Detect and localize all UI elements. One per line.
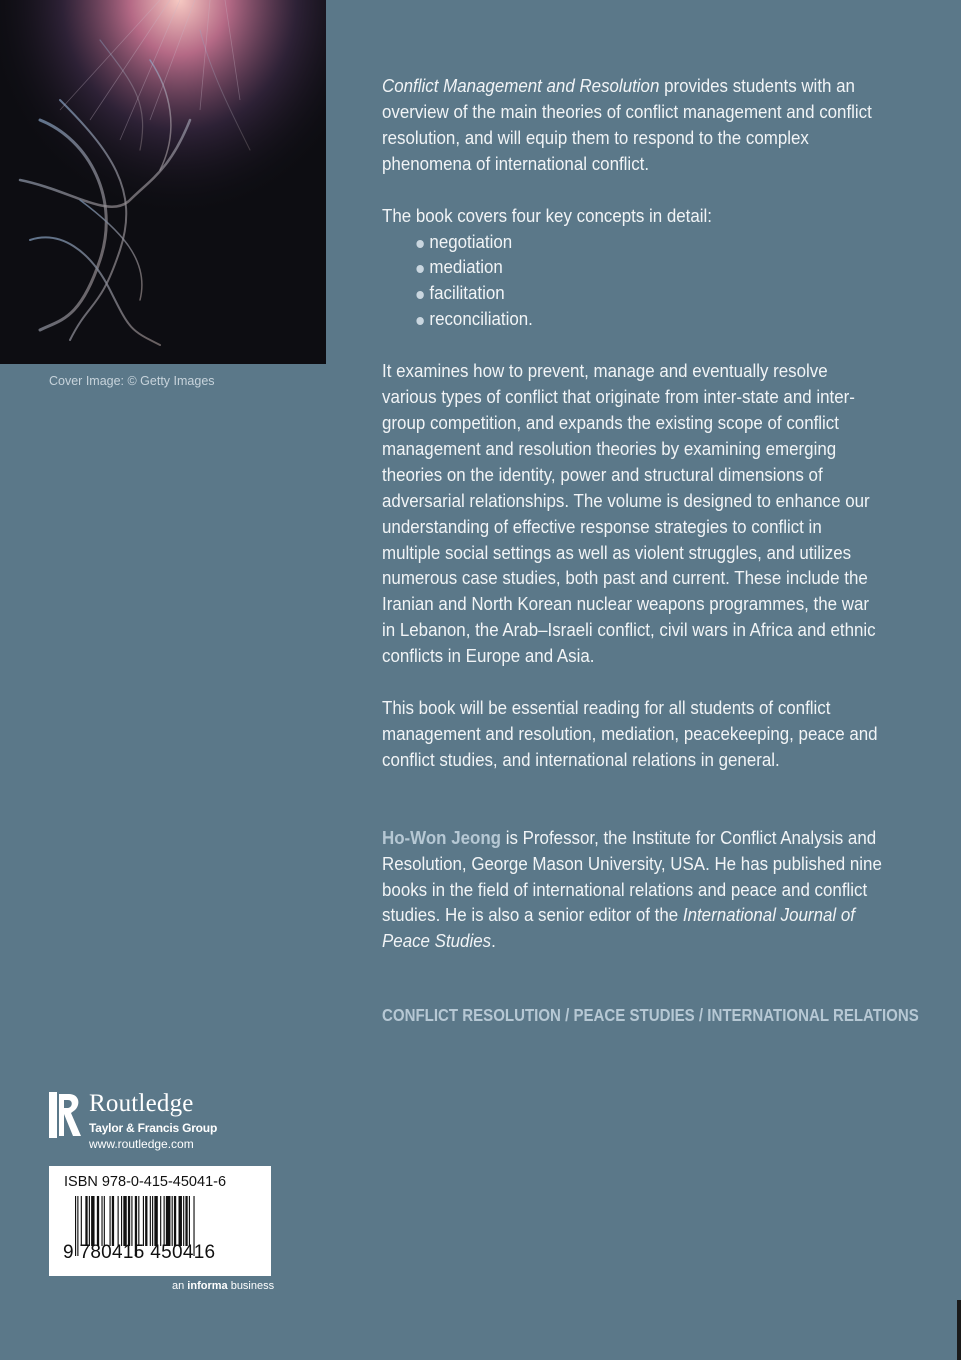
barcode-bar — [97, 1196, 99, 1246]
list-item: facilitation — [415, 281, 884, 307]
barcode-bar — [123, 1196, 126, 1246]
barcode-bar — [89, 1196, 90, 1246]
back-cover-text — [382, 74, 884, 981]
intro-paragraph — [382, 74, 884, 178]
author-bio — [382, 826, 884, 956]
tagline-suffix: business — [227, 1280, 275, 1292]
cover-image-caption: Cover Image: © Getty Images — [49, 374, 215, 388]
publisher-logo — [49, 1090, 249, 1152]
barcode-bar — [112, 1196, 114, 1246]
examines-paragraph: It examines how to prevent, manage and eventually resolve various types of conflict that originate from inter-state and inter-group competition, and expands the existing scope of conflict management and resolution theories by examining emerging theories on the identity, power and structural dimensions of adversarial relationships. The volume is designed to enhance our understanding of effective response strategies to conflict in multiple social settings as well as violent struggles, and utilizes numerous case studies, both past and current. These include the Iranian and North Korean nuclear weapons programmes, the war in Lebanon, the Arab–Israeli conflict, civil wars in Africa and ethnic conflicts in Europe and Asia. — [382, 361, 876, 667]
barcode-bar — [131, 1196, 132, 1246]
barcode-bar — [128, 1196, 130, 1246]
edge-mark — [957, 1300, 961, 1360]
list-item: reconciliation. — [415, 307, 884, 333]
audience-paragraph: This book will be essential reading for all students of conflict management and resolution, mediation, peacekeeping, peace and conflict studies, and international relations in general. — [382, 698, 878, 770]
concepts-list — [382, 230, 884, 334]
routledge-mark-icon — [49, 1092, 83, 1138]
barcode-bar — [185, 1196, 187, 1246]
barcode-bar — [189, 1196, 190, 1246]
cover-image — [0, 0, 326, 364]
intro-text: provides students with an overview of the main theories of conflict management and conflict resolution, and will equip them to respond to the complex phenomena of international conflict. — [382, 76, 872, 174]
barcode-bar — [118, 1196, 119, 1246]
barcode-bar — [138, 1196, 139, 1246]
publisher-url[interactable]: www.routledge.com — [89, 1137, 194, 1151]
barcode-bar — [85, 1196, 87, 1246]
barcode-bar — [104, 1196, 105, 1246]
barcode-bar — [172, 1196, 173, 1246]
barcode-digits: 9 780415 450416 — [63, 1242, 216, 1263]
barcode-bar — [179, 1196, 182, 1246]
barcode-bar — [145, 1196, 147, 1246]
barcode-bar — [143, 1196, 144, 1246]
author-bio-text: is Professor, the Institute for Conflict Analysis and Resolution, George Mason University, USA. He has published nine books in the field of international relations and peace and conflict studies. He is also a senior editor of the — [382, 827, 882, 926]
author-bio-end: . — [491, 931, 496, 952]
subject-categories: CONFLICT RESOLUTION / PEACE STUDIES / INTERNATIONAL RELATIONS — [382, 1005, 919, 1025]
tagline-brand: informa — [187, 1280, 228, 1292]
barcode-bar — [166, 1196, 171, 1246]
isbn-number: ISBN 978-0-415-45041-6 — [64, 1174, 227, 1190]
journal-title: International Journal of Peace Studies — [382, 905, 855, 952]
list-item: negotiation — [415, 230, 884, 256]
barcode-bar — [110, 1196, 111, 1246]
barcode-bar — [183, 1196, 184, 1246]
list-item: mediation — [415, 255, 884, 281]
barcode-bar — [101, 1196, 102, 1246]
book-title: Conflict Management and Resolution — [382, 76, 660, 96]
barcode-bar — [81, 1196, 82, 1246]
tagline-prefix: an — [172, 1280, 188, 1292]
barcode-bar — [121, 1196, 122, 1246]
barcode-bar — [150, 1196, 151, 1246]
barcode-bar — [160, 1196, 161, 1246]
publisher-group: Taylor & Francis Group — [89, 1121, 218, 1135]
isbn-barcode — [49, 1166, 271, 1276]
barcode-bar — [91, 1196, 94, 1246]
author-name: Ho-Won Jeong — [382, 827, 502, 848]
barcode-bar — [152, 1196, 153, 1246]
barcode-bar — [174, 1196, 176, 1246]
concepts-lead: The book covers four key concepts in detail: — [382, 205, 713, 226]
publisher-name: Routledge — [89, 1090, 194, 1117]
barcode-bar — [154, 1196, 157, 1246]
informa-tagline — [172, 1280, 274, 1292]
barcode-bar — [164, 1196, 165, 1246]
